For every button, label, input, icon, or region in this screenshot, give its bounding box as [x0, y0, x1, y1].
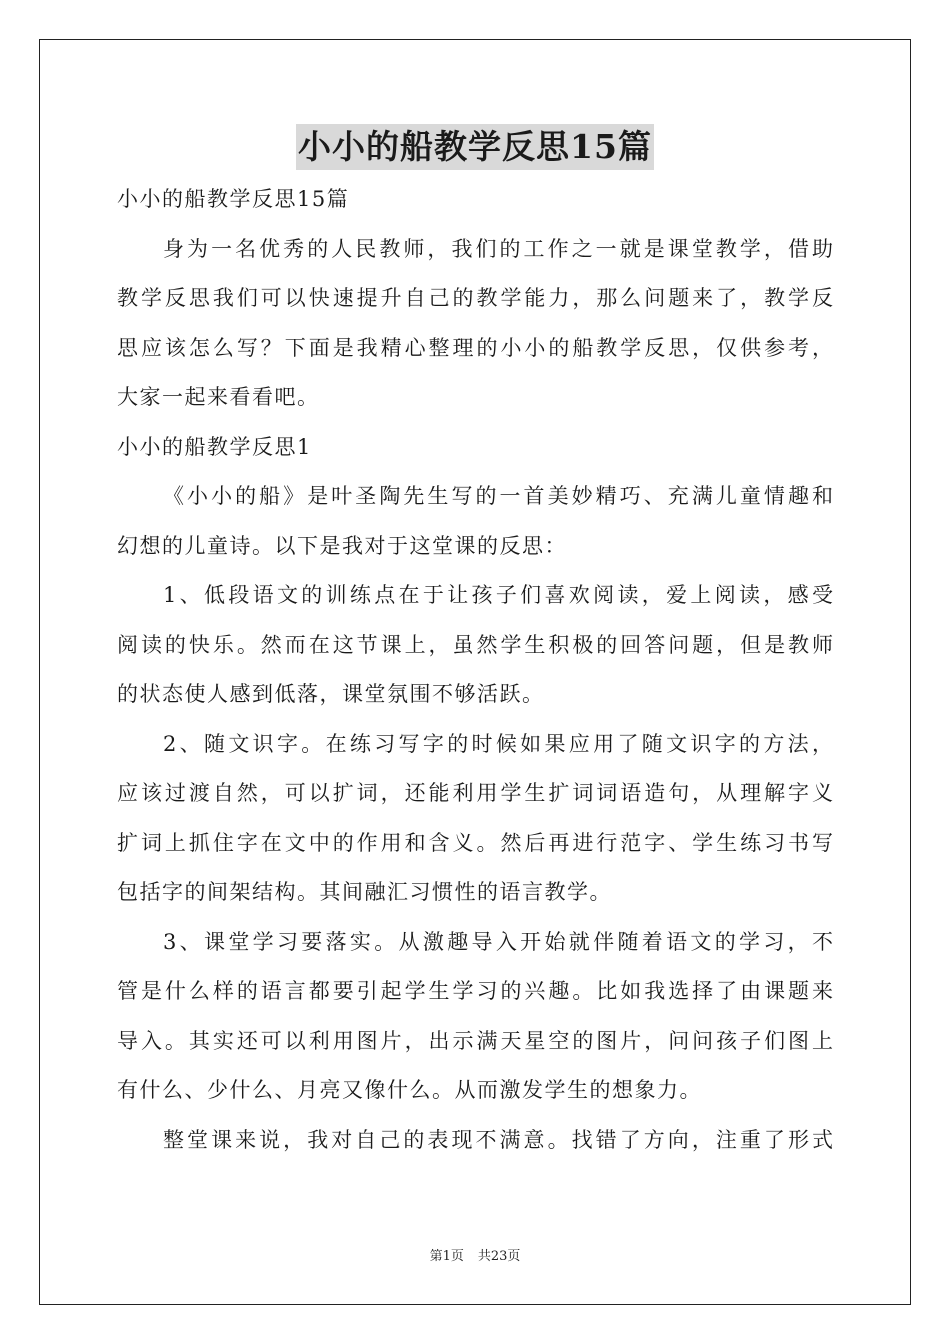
page-footer	[0, 1248, 950, 1266]
paragraph-line: 有什么、少什么、月亮又像什么。从而激发学生的想象力。	[117, 1078, 702, 1102]
paragraph-line: 幻想的儿童诗。以下是我对于这堂课的反思：	[117, 533, 567, 558]
paragraph-line: 整堂课来说，我对自己的表现不满意。找错了方向，注重了形式	[163, 1127, 833, 1152]
document-body	[117, 175, 833, 1165]
section-heading: 小小的船教学反思1	[117, 434, 312, 459]
paragraph-line: 阅读的快乐。然而在这节课上，虽然学生积极的回答问题，但是教师	[117, 632, 833, 657]
paragraph-line: 身为一名优秀的人民教师，我们的工作之一就是课堂教学，借助	[163, 236, 833, 261]
page-number: 第1页	[429, 1249, 464, 1264]
paragraph-line: 的状态使人感到低落，课堂氛围不够活跃。	[117, 682, 545, 706]
paragraph-line: 《小小的船》是叶圣陶先生写的一首美妙精巧、充满儿童情趣和	[163, 484, 833, 508]
title-wrap	[0, 124, 950, 170]
paragraph-line: 思应该怎么写？下面是我精心整理的小小的船教学反思，仅供参考，	[117, 335, 833, 360]
paragraph-line: 教学反思我们可以快速提升自己的教学能力，那么问题来了，教学反	[117, 286, 833, 310]
paragraph-line: 大家一起来看看吧。	[117, 385, 320, 409]
paragraph-line: 1、低段语文的训练点在于让孩子们喜欢阅读，爱上阅读，感受	[163, 583, 833, 607]
subtitle-line: 小小的船教学反思15篇	[117, 187, 350, 211]
paragraph-line: 扩词上抓住字在文中的作用和含义。然后再进行范字、学生练习书写	[117, 830, 833, 855]
paragraph-line: 管是什么样的语言都要引起学生学习的兴趣。比如我选择了由课题来	[117, 979, 833, 1003]
paragraph-line: 3、课堂学习要落实。从激趣导入开始就伴随着语文的学习，不	[163, 929, 833, 954]
document-title: 小小的船教学反思15篇	[296, 124, 654, 170]
paragraph-line: 应该过渡自然，可以扩词，还能利用学生扩词词语造句，从理解字义	[117, 781, 833, 805]
page-total: 共23页	[477, 1249, 521, 1264]
paragraph-line: 导入。其实还可以利用图片，出示满天星空的图片，问问孩子们图上	[117, 1028, 833, 1053]
paragraph-line: 包括字的间架结构。其间融汇习惯性的语言教学。	[117, 880, 612, 904]
paragraph-line: 2、随文识字。在练习写字的时候如果应用了随文识字的方法，	[163, 731, 833, 756]
